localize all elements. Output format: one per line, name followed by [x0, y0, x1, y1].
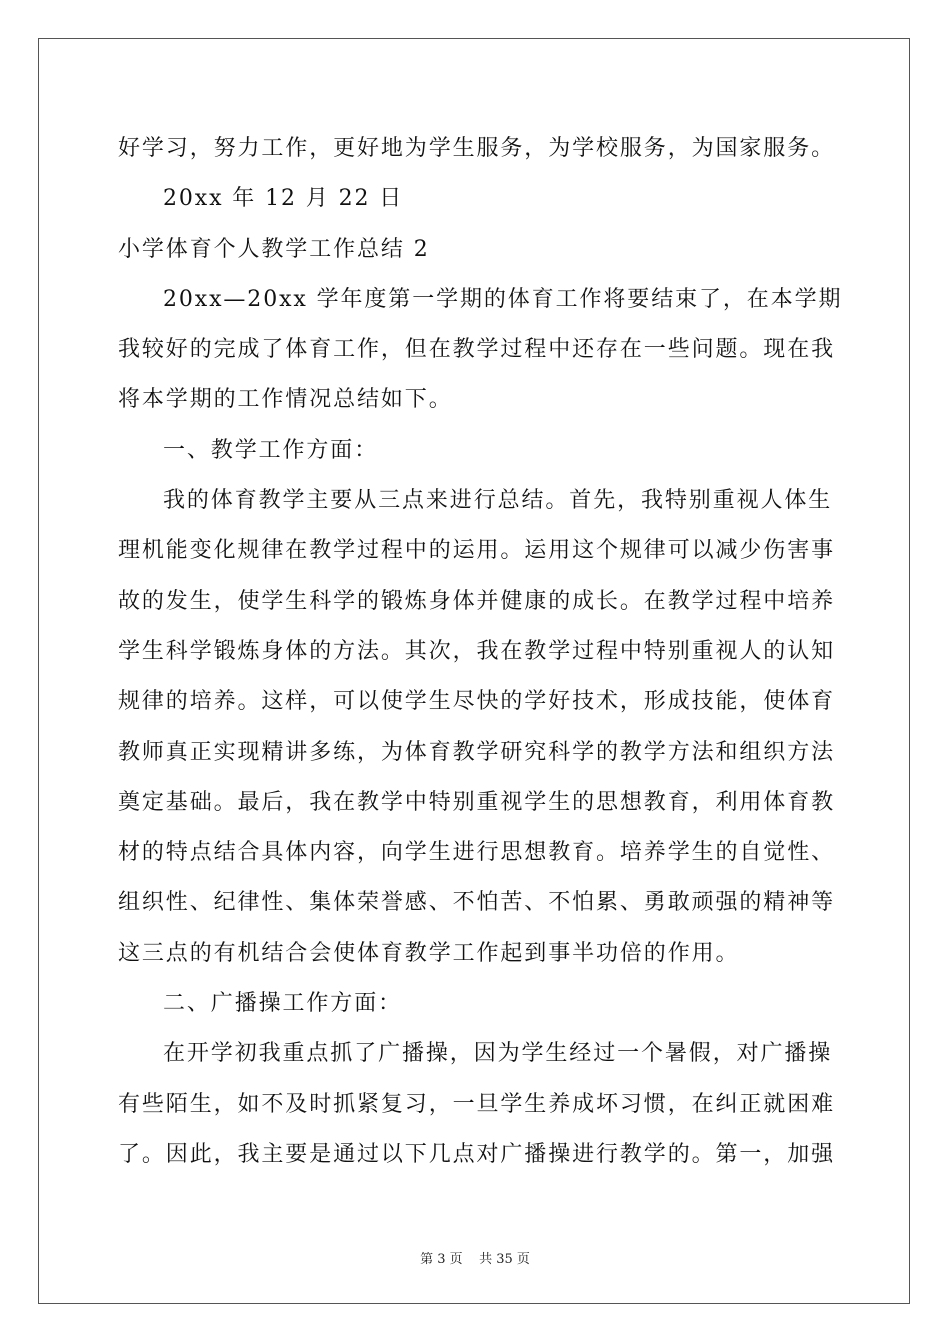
text-line: 将本学期的工作情况总结如下。 — [118, 387, 453, 413]
text-line: 我较好的完成了体育工作，但在教学过程中还存在一些问题。现在我 — [118, 337, 836, 363]
text-line: 理机能变化规律在教学过程中的运用。运用这个规律可以减少伤害事 — [118, 538, 836, 564]
text-line: 材的特点结合具体内容，向学生进行思想教育。培养学生的自觉性、 — [118, 840, 836, 866]
text-line: 规律的培养。这样，可以使学生尽快的学好技术，形成技能，使体育 — [118, 689, 836, 715]
text-line: 20xx 年 12 月 22 日 — [163, 186, 404, 212]
text-line: 这三点的有机结合会使体育教学工作起到事半功倍的作用。 — [118, 940, 740, 966]
text-line: 故的发生，使学生科学的锻炼身体并健康的成长。在教学过程中培养 — [118, 588, 836, 614]
text-line: 我的体育教学主要从三点来进行总结。首先，我特别重视人体生 — [163, 488, 833, 514]
text-line: 一、教学工作方面： — [163, 437, 379, 463]
text-line: 学生科学锻炼身体的方法。其次，我在教学过程中特别重视人的认知 — [118, 638, 836, 664]
text-line: 好学习，努力工作，更好地为学生服务，为学校服务，为国家服务。 — [118, 136, 836, 161]
text-line: 有些陌生，如不及时抓紧复习，一旦学生养成坏习惯，在纠正就困难 — [118, 1091, 836, 1117]
page-footer: 第 3 页 共 35 页 — [420, 1252, 530, 1267]
text-line: 在开学初我重点抓了广播操，因为学生经过一个暑假，对广播操 — [163, 1041, 833, 1067]
text-line: 二、广播操工作方面： — [163, 991, 403, 1017]
text-line: 小学体育个人教学工作总结 2 — [118, 236, 430, 262]
text-line: 20xx—20xx 学年度第一学期的体育工作将要结束了，在本学期 — [163, 286, 843, 312]
text-line: 了。因此，我主要是通过以下几点对广播操进行教学的。第一，加强 — [118, 1141, 836, 1167]
text-line: 组织性、纪律性、集体荣誉感、不怕苦、不怕累、勇敢顽强的精神等 — [118, 890, 836, 916]
text-line: 教师真正实现精讲多练，为体育教学研究科学的教学方法和组织方法 — [118, 739, 836, 765]
document-body — [118, 124, 843, 1180]
text-line: 奠定基础。最后，我在教学中特别重视学生的思想教育，利用体育教 — [118, 789, 836, 815]
